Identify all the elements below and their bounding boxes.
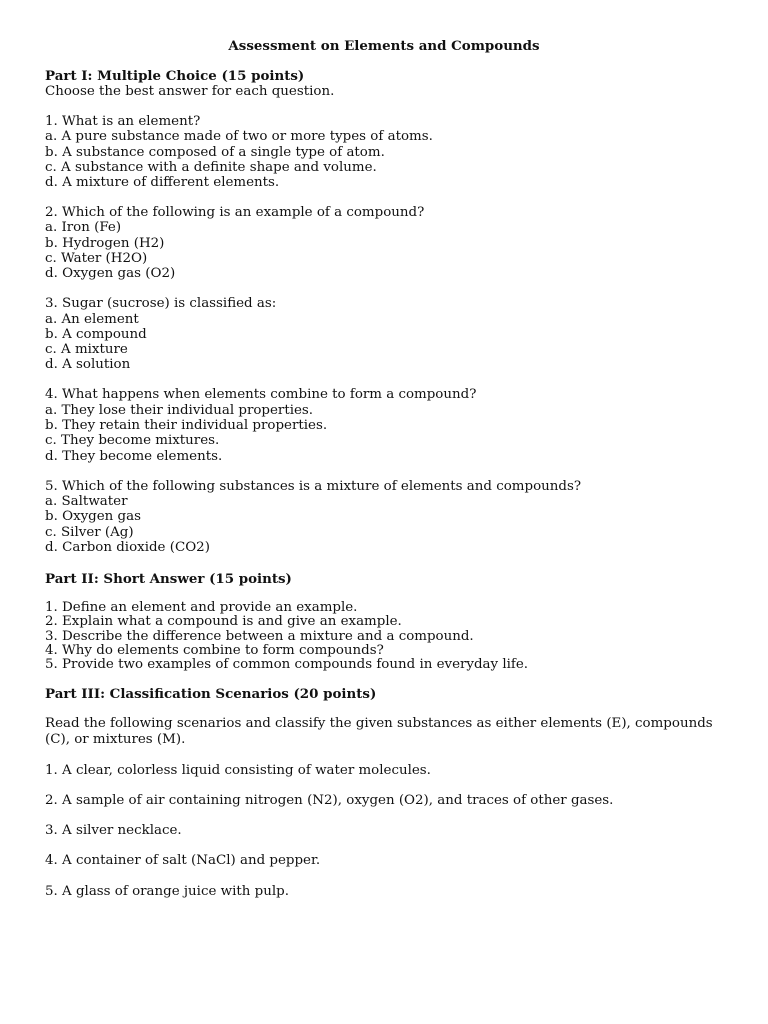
short-answer-item: 1. Define an element and provide an example. bbox=[45, 600, 358, 615]
mc-option: a. A pure substance made of two or more types of atoms. bbox=[45, 129, 433, 144]
mc-option: b. A substance composed of a single type of atom. bbox=[45, 145, 385, 160]
document-title: Assessment on Elements and Compounds bbox=[228, 38, 540, 54]
mc-question-3: 3. Sugar (sucrose) is classified as: bbox=[45, 296, 277, 311]
mc-question-2: 2. Which of the following is an example of a compound? bbox=[45, 205, 425, 220]
mc-option: c. Water (H2O) bbox=[45, 251, 148, 266]
mc-option: a. Iron (Fe) bbox=[45, 220, 122, 235]
mc-option: b. Oxygen gas bbox=[45, 509, 141, 524]
mc-question-5: 5. Which of the following substances is a mixture of elements and compounds? bbox=[45, 479, 581, 494]
mc-option: c. Silver (Ag) bbox=[45, 525, 134, 540]
scenario-item: 1. A clear, colorless liquid consisting of water molecules. bbox=[45, 763, 431, 778]
short-answer-item: 2. Explain what a compound is and give an example. bbox=[45, 614, 402, 629]
mc-question-4: 4. What happens when elements combine to form a compound? bbox=[45, 387, 477, 402]
scenario-item: 2. A sample of air containing nitrogen (N2), oxygen (O2), and traces of other gases. bbox=[45, 793, 614, 808]
mc-option: a. They lose their individual properties. bbox=[45, 403, 314, 418]
mc-option: c. They become mixtures. bbox=[45, 433, 220, 448]
mc-option: d. Carbon dioxide (CO2) bbox=[45, 540, 210, 555]
mc-option: d. A solution bbox=[45, 357, 131, 372]
mc-option: a. An element bbox=[45, 312, 139, 327]
mc-option: d. They become elements. bbox=[45, 449, 223, 464]
scenario-item: 4. A container of salt (NaCl) and pepper. bbox=[45, 853, 321, 868]
mc-option: a. Saltwater bbox=[45, 494, 128, 509]
mc-option: c. A substance with a definite shape and volume. bbox=[45, 160, 377, 175]
part3-instructions: Read the following scenarios and classify the given substances as either elements (E), compounds (C), or mixtures (M). bbox=[45, 716, 713, 747]
part1-heading: Part I: Multiple Choice (15 points) bbox=[45, 68, 305, 84]
scenario-item: 3. A silver necklace. bbox=[45, 823, 182, 838]
short-answer-item: 5. Provide two examples of common compounds found in everyday life. bbox=[45, 657, 529, 672]
mc-option: c. A mixture bbox=[45, 342, 128, 357]
mc-option: d. Oxygen gas (O2) bbox=[45, 266, 176, 281]
short-answer-item: 3. Describe the difference between a mixture and a compound. bbox=[45, 629, 474, 644]
mc-option: b. A compound bbox=[45, 327, 147, 342]
mc-option: b. They retain their individual properties. bbox=[45, 418, 328, 433]
scenario-item: 5. A glass of orange juice with pulp. bbox=[45, 884, 289, 899]
mc-option: d. A mixture of different elements. bbox=[45, 175, 280, 190]
part1-instructions: Choose the best answer for each question. bbox=[45, 84, 335, 99]
mc-option: b. Hydrogen (H2) bbox=[45, 236, 165, 251]
part2-heading: Part II: Short Answer (15 points) bbox=[45, 571, 292, 587]
short-answer-item: 4. Why do elements combine to form compounds? bbox=[45, 643, 384, 658]
part3-heading: Part III: Classification Scenarios (20 points) bbox=[45, 686, 377, 702]
mc-question-1: 1. What is an element? bbox=[45, 114, 201, 129]
